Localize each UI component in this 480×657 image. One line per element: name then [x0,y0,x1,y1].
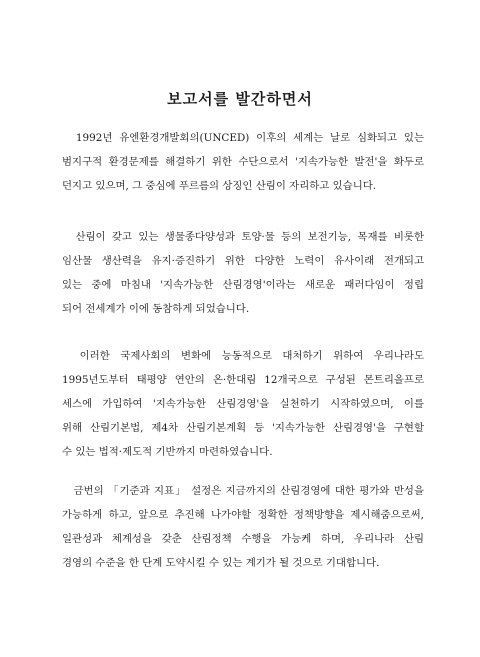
page-title: 보고서를 발간하면서 [167,90,313,108]
paragraph-3 [62,344,424,464]
paragraph-4 [62,479,424,575]
paragraph-line: 경영의 수준을 한 단계 도약시킬 수 있는 계기가 될 것으로 기대합니다. [62,557,380,569]
paragraph-line: 1992년 유엔환경개발회의(UNCED) 이후의 세계는 날로 심화되고 있는 [62,132,424,144]
paragraph-line: 이러한 국제사회의 변화에 능동적으로 대처하기 위하여 우리나라도 [62,350,424,362]
paragraph-1 [62,126,424,198]
paragraph-line: 산림이 갖고 있는 생물종다양성과 토양·물 등의 보전기능, 목재를 비롯한 [62,231,424,243]
paragraph-2 [62,225,424,321]
paragraph-line: 던지고 있으며, 그 중심에 푸르름의 상징인 산림이 자리하고 있습니다. [62,180,377,192]
paragraph-line: 일관성과 체계성을 갖춘 산림정책 수행을 가능케 하며, 우리나라 산림 [62,533,424,545]
paragraph-line: 가능하게 하고, 앞으로 추진해 나가야할 정확한 정책방향을 제시해줌으로써, [62,509,424,521]
paragraph-line: 되어 전세계가 이에 동참하게 되었습니다. [62,303,250,315]
paragraph-line: 금번의 「기준과 지표」 설정은 지금까지의 산림경영에 대한 평가와 반성을 [62,485,424,497]
paragraph-line: 있는 중에 마침내 '지속가능한 산림경영'이라는 새로운 패러다임이 정립 [62,279,424,291]
paragraph-line: 위해 산림기본법, 제4차 산림기본계획 등 '지속가능한 산림경영'을 구현할 [62,422,424,434]
paragraph-line: 임산물 생산력을 유지·증진하기 위한 다양한 노력이 유사이래 전개되고 [62,255,424,267]
paragraph-line: 수 있는 법적·제도적 기반까지 마련하였습니다. [62,446,273,458]
paragraph-line: 1995년도부터 태평양 연안의 온·한대림 12개국으로 구성된 몬트리올프로 [62,374,424,386]
paragraph-line: 세스에 가입하여 '지속가능한 산림경영'을 실천하기 시작하였으며, 이를 [62,398,424,410]
paragraph-line: 범지구적 환경문제를 해결하기 위한 수단으로서 '지속가능한 발전'을 화두로 [62,156,424,168]
